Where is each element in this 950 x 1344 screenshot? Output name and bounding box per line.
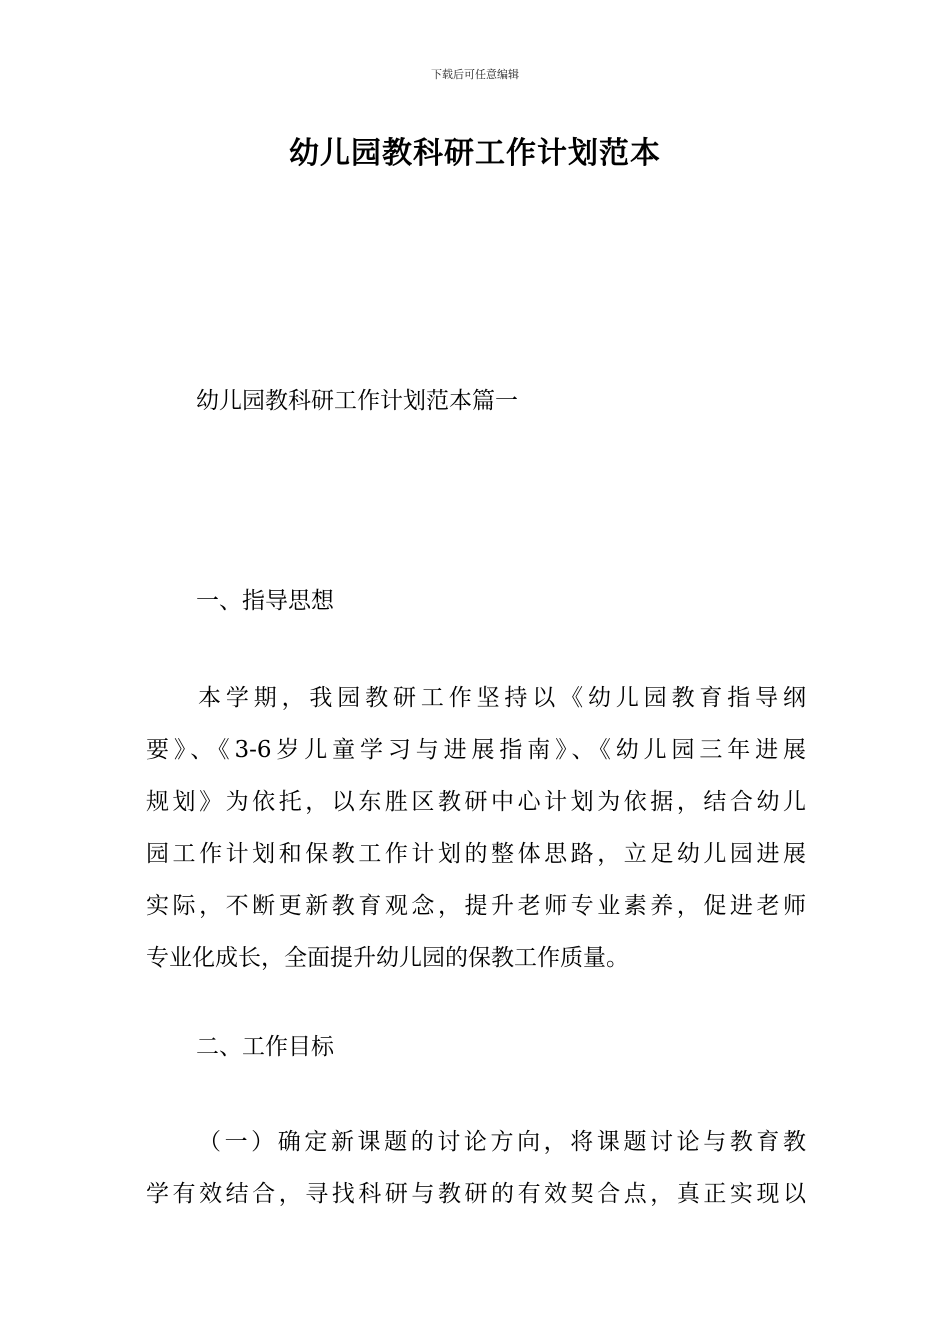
document-title: 幼儿园教科研工作计划范本 xyxy=(289,136,661,171)
paragraph-line: 专业化成长，全面提升幼儿园的保教工作质量。 xyxy=(146,945,629,971)
paragraph-line: 园工作计划和保教工作计划的整体思路，立足幼儿园进展 xyxy=(146,841,806,867)
document-subtitle: 幼儿园教科研工作计划范本篇一 xyxy=(196,388,518,414)
section-heading-guiding-thought: 一、指导思想 xyxy=(196,588,334,614)
paragraph-guiding-thought xyxy=(146,672,806,984)
paragraph-line: 实际，不断更新教育观念，提升老师专业素养，促进老师 xyxy=(146,893,806,919)
paragraph-work-goals xyxy=(146,1116,806,1220)
paragraph-line: 本学期，我园教研工作坚持以《幼儿园教育指导纲 xyxy=(198,685,806,711)
header-note: 下载后可任意编辑 xyxy=(431,68,519,81)
section-heading-work-goals: 二、工作目标 xyxy=(196,1034,334,1060)
paragraph-line: （一）确定新课题的讨论方向，将课题讨论与教育教 xyxy=(198,1129,806,1155)
paragraph-line: 学有效结合，寻找科研与教研的有效契合点，真正实现以 xyxy=(146,1181,806,1207)
paragraph-line: 规划》为依托，以东胜区教研中心计划为依据，结合幼儿 xyxy=(146,789,806,815)
paragraph-line: 要》、《3-6岁儿童学习与进展指南》、《幼儿园三年进展 xyxy=(146,737,806,763)
